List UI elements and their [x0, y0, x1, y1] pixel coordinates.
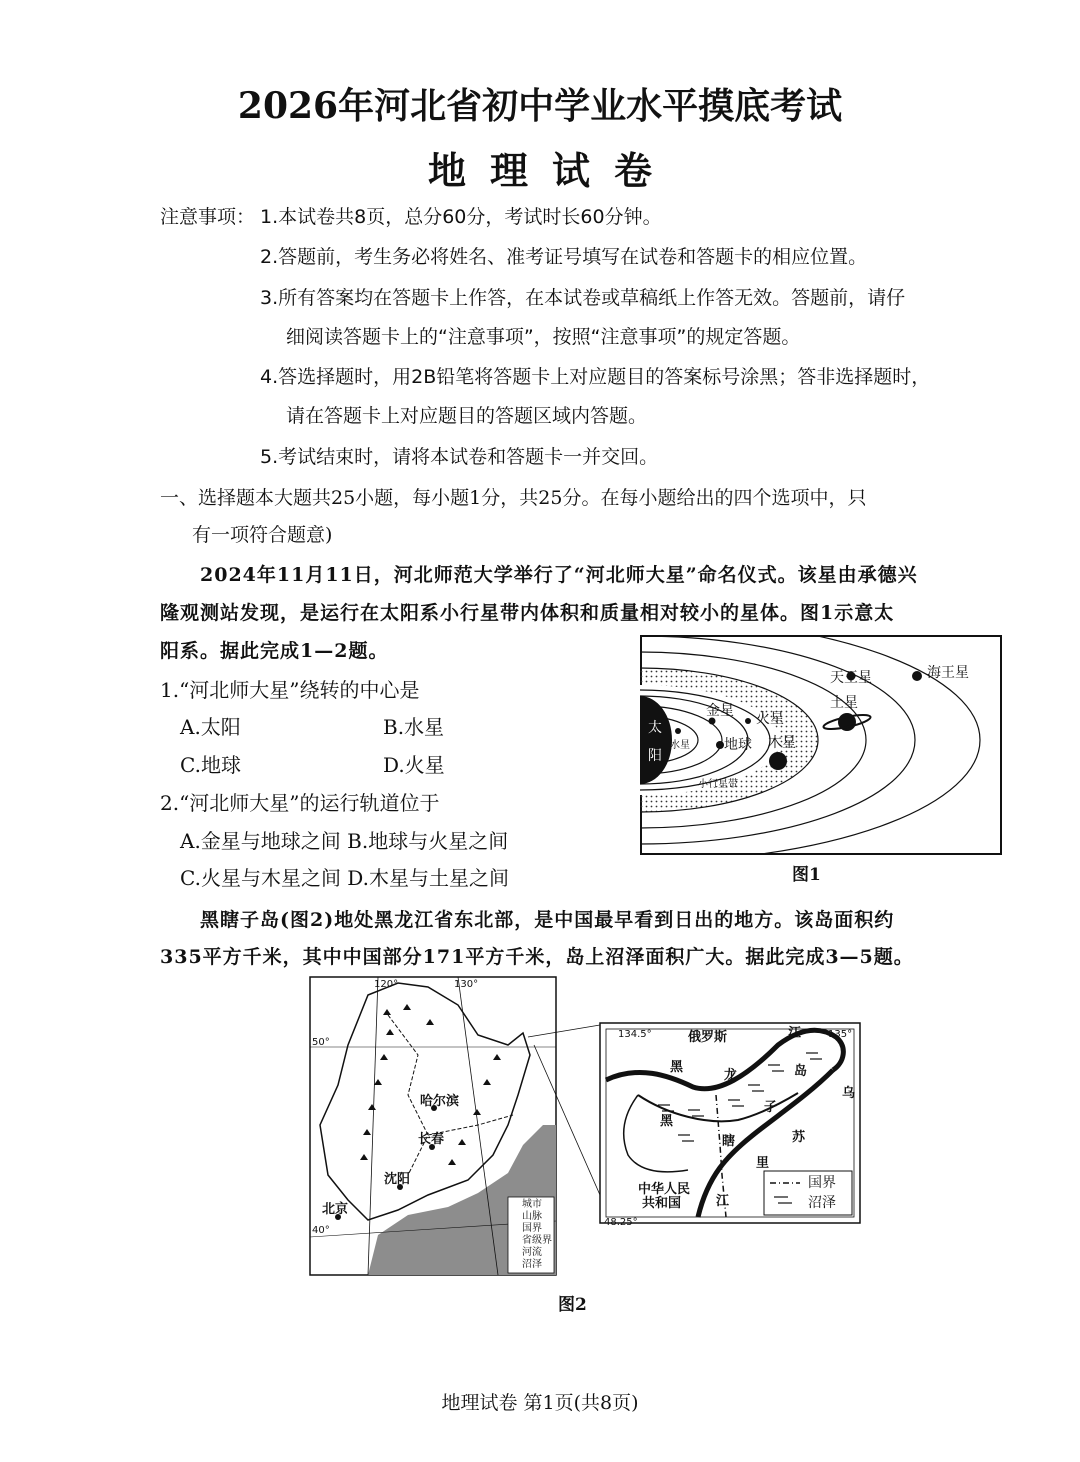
- jupiter-icon: [769, 752, 787, 770]
- island-char-4: 岛: [794, 1064, 808, 1079]
- uranus-label: 天王星: [830, 670, 872, 686]
- lon-130-label: 130°: [454, 979, 479, 990]
- shenyang-label: 沈阳: [384, 1172, 411, 1187]
- legend-swamp: 沼泽: [522, 1259, 542, 1270]
- heilong-char-3: 江: [788, 1026, 802, 1041]
- passage1-line3: 阳系。据此完成1—2题。: [160, 640, 389, 662]
- q1-option-a: A.太阳: [180, 715, 241, 739]
- q1-stem: 1.“河北师大星”绕转的中心是: [160, 678, 420, 702]
- heilong-char-2: 龙: [724, 1068, 738, 1083]
- notice-item-1: 1.本试卷共8页，总分60分，考试时长60分钟。: [260, 206, 662, 228]
- passage1-line2: 隆观测站发现，是运行在太阳系小行星带内体积和质量相对较小的星体。图1示意太: [160, 602, 895, 624]
- mercury-label: 水星: [670, 740, 690, 751]
- wusuli-char-3: 里: [756, 1156, 770, 1171]
- beijing-label: 北京: [322, 1202, 349, 1217]
- page-footer: 地理试卷 第1页(共8页): [441, 1392, 639, 1414]
- lat-40-label: 40°: [312, 1225, 330, 1236]
- legend-mountain: 山脉: [522, 1211, 542, 1222]
- neptune-icon: [912, 671, 922, 681]
- q2-stem: 2.“河北师大星”的运行轨道位于: [160, 791, 440, 815]
- earth-label: 地球: [724, 737, 752, 753]
- passage2-line1: 黑瞎子岛(图2)地处黑龙江省东北部，是中国最早看到日出的地方。该岛面积约: [200, 909, 895, 931]
- lon-120-label: 120°: [374, 979, 399, 990]
- legend-province: 省级界: [522, 1235, 552, 1246]
- island-char-2: 瞎: [722, 1134, 736, 1149]
- harbin-label: 哈尔滨: [420, 1094, 460, 1109]
- solar-system-figure: [640, 635, 1002, 855]
- sun-label-bottom: 阳: [648, 748, 662, 764]
- passage2-line2: 335平方千米，其中中国部分171平方千米，岛上沼泽面积广大。据此完成3—5题。: [160, 946, 914, 968]
- q2-options-ab: A.金星与地球之间 B.地球与火星之间: [180, 829, 509, 853]
- notice-item-5: 5.考试结束时，请将本试卷和答题卡一并交回。: [260, 446, 659, 468]
- notice-item-3: 3.所有答案均在答题卡上作答，在本试卷或草稿纸上作答无效。答题前，请仔: [260, 287, 906, 309]
- wusuli-char-2: 苏: [792, 1130, 806, 1145]
- lat-50-label: 50°: [312, 1037, 330, 1048]
- island-char-1: 黑: [660, 1114, 674, 1129]
- wusuli-char-1: 乌: [842, 1086, 856, 1101]
- q2-options-cd: C.火星与木星之间 D.木星与土星之间: [180, 866, 509, 890]
- figure2-caption: 图2: [558, 1295, 587, 1315]
- legend-swamp-right: 沼泽: [808, 1195, 836, 1211]
- section-heading: 一、选择题本大题共25小题，每小题1分，共25分。在每小题给出的四个选项中，只: [160, 487, 867, 509]
- passage1-line1: 2024年11月11日，河北师范大学举行了“河北师大星”命名仪式。该星由承德兴: [200, 564, 918, 586]
- china-label-line2: 共和国: [642, 1196, 682, 1211]
- q1-option-b: B.水星: [383, 715, 445, 739]
- changchun-label: 长春: [418, 1132, 445, 1147]
- mars-label: 火星: [756, 711, 784, 727]
- northeast-china-map: [310, 977, 556, 1275]
- heilong-char-1: 黑: [670, 1060, 684, 1075]
- legend-national-border: 国界: [808, 1175, 836, 1191]
- q1-option-d: D.火星: [383, 753, 445, 777]
- earth-icon: [716, 741, 724, 749]
- q1-option-c: C.地球: [180, 753, 241, 777]
- lon-135-label: 135°: [828, 1029, 853, 1040]
- saturn-label: 土星: [830, 695, 858, 711]
- island-char-3: 子: [764, 1100, 778, 1115]
- section-heading-cont: 有一项符合题意): [192, 524, 333, 546]
- lon-1345-label: 134.5°: [618, 1029, 652, 1040]
- wusuli-char-4: 江: [716, 1194, 730, 1209]
- legend-river: 河流: [522, 1247, 542, 1258]
- legend-city: 城市: [522, 1199, 542, 1210]
- china-label-line1: 中华人民: [638, 1182, 691, 1197]
- legend-border: 国界: [522, 1223, 542, 1234]
- sun-label-top: 太: [648, 720, 662, 736]
- mars-icon: [745, 718, 751, 724]
- paper-subtitle: 地理试卷: [427, 148, 676, 193]
- jupiter-label: 木星: [768, 735, 796, 751]
- russia-label: 俄罗斯: [688, 1030, 728, 1045]
- figure1-caption: 图1: [792, 865, 821, 885]
- mercury-icon: [675, 728, 681, 734]
- notice-item-3-cont: 细阅读答题卡上的“注意事项”，按照“注意事项”的规定答题。: [286, 326, 801, 348]
- notice-item-4-cont: 请在答题卡上对应题目的答题区域内答题。: [286, 405, 648, 427]
- notice-item-2: 2.答题前，考生务必将姓名、准考证号填写在试卷和答题卡的相应位置。: [260, 246, 868, 268]
- exam-title: 2026年河北省初中学业水平摸底考试: [237, 85, 843, 127]
- heixiazi-island-figure: [308, 975, 868, 1280]
- notice-item-4: 4.答选择题时，用2B铅笔将答题卡上对应题目的答案标号涂黑；答非选择题时，: [260, 366, 931, 388]
- venus-label: 金星: [706, 703, 734, 719]
- notice-label: 注意事项：: [160, 206, 256, 228]
- neptune-label: 海王星: [927, 665, 969, 681]
- lat-4825-label: 48.25°: [604, 1217, 638, 1228]
- asteroid-belt-label: 小行星带: [698, 779, 738, 790]
